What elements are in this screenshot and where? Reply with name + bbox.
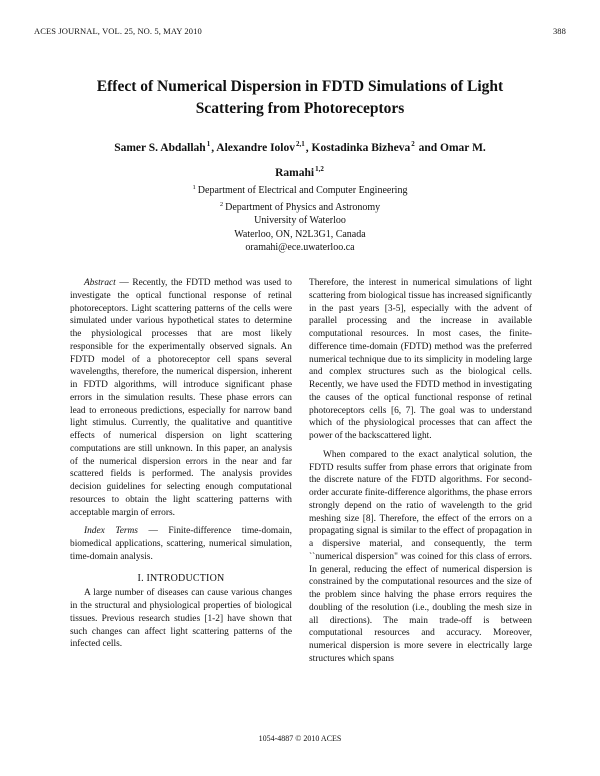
affiliation-1: [150, 181, 450, 198]
author-4-affiliation: 1,2: [315, 165, 324, 173]
author-2-affiliation: 2,1: [296, 140, 305, 148]
paper-title: [60, 76, 540, 120]
copyright-footer: 1054-4887 © 2010 ACES: [258, 734, 342, 743]
page-number: 388: [552, 26, 566, 36]
right-paragraph-2: When compared to the exact analytical solution, the FDTD results suffer from phase errors that originate from the discrete nature of the FDTD algorithms. For second-order accurate finite-difference algorithms, the phase errors strongly depend on the ratio of wavelength to the grid meshing size [8]. Therefore, the effect of the errors on a propagating signal is similar to the effect of propagation in a dispersive material, and consequently, the term ``numerical dispersion" was coined for this class of errors. In general, reducing the effect of numerical dispersion is constrained by the computational resources and the size of the problem since halving the phase errors requires the doubling of the resolution (i.e., doubling the mesh size in all directions). The main trade-off is between computational resources and accuracy. Moreover, numerical dispersion is more severe in electrically large structures which spans: [309, 449, 532, 664]
index-terms-text: — Finite-difference time-domain, biomedical applications, scattering, numerical simulation, time-domain analysis.: [70, 526, 292, 562]
journal-header: ACES JOURNAL, VOL. 25, NO. 5, MAY 2010: [34, 26, 202, 36]
left-column: [70, 277, 292, 657]
author-1-affiliation: 1: [206, 140, 211, 148]
author-list: [70, 134, 530, 184]
index-terms: [70, 525, 292, 563]
title-line-1: Effect of Numerical Dispersion in FDTD Simulations of Light: [96, 78, 504, 95]
abstract-text: — Recently, the FDTD method was used to investigate the optical functional response of retinal photoreceptors. Light scattering patterns of the cells were simulated under various hypothetical states to determine the physiological processes that are most likely responsible for the experimentally observed signals. An FDTD model of a photoreceptor cell spans several wavelengths, therefore, the numerical dispersion, inherent in FDTD algorithms, will introduce significant phase errors in the simulation results. These phase errors can lead to erroneous predictions, especially for narrow band light stimulus. Currently, the qualitative and quantitive effects of numerical dispersion on light scattering computations are still unknown. In this paper, an analysis of the numerical dispersion errors in the near and far scattered fields is performed. The analysis provides decision guidelines for selecting enough computational resources to obtain the light scattering patterns with acceptable margin of errors.: [70, 278, 292, 518]
abstract: [70, 277, 292, 519]
address: Waterloo, ON, N2L3G1, Canada: [234, 228, 366, 240]
abstract-label: Abstract: [84, 278, 116, 288]
email: oramahi@ece.uwaterloo.ca: [245, 242, 355, 253]
affiliation-2-text: Department of Physics and Astronomy: [225, 201, 381, 213]
author-1: Samer S. Abdallah: [114, 142, 206, 154]
section-heading-introduction: I. INTRODUCTION: [137, 572, 225, 584]
university: University of Waterloo: [254, 215, 346, 226]
right-paragraph-1: Therefore, the interest in numerical simulations of light scattering from biological tissue has increased significantly in the past years [3-5], especially with the advent of parallel processing and the increase in available computational resources. In most cases, the finite-difference time-domain (FDTD) method was the preferred numerical technique due to its simplicity in modeling large and complex structures such as the biological cells. Recently, we have used the FDTD method in investigating the causes of the optical functional response of retinal photoreceptors cells [6, 7]. The goal was to understand which of the physiological processes that can affect the power of the backscattered light.: [309, 278, 532, 441]
affiliations: [150, 181, 450, 255]
index-terms-label: Index Terms: [84, 526, 138, 537]
author-3-affiliation: 2: [411, 140, 415, 148]
affiliation-2: [150, 198, 450, 215]
title-line-2: Scattering from Photoreceptors: [195, 100, 405, 117]
affiliation-1-text: Department of Electrical and Computer Engineering: [197, 185, 408, 196]
author-2: , Alexandre Iolov: [211, 142, 295, 154]
affiliation-1-marker: 1: [192, 184, 196, 191]
author-4-last: Ramahi: [275, 167, 315, 179]
author-3: , Kostadinka Bizheva: [305, 142, 411, 154]
right-column: [309, 277, 532, 672]
affiliation-2-marker: 2: [219, 200, 224, 208]
author-4-first: and Omar M.: [415, 142, 486, 154]
introduction-paragraph-1: A large number of diseases can cause various changes in the structural and physiological properties of biological tissues. Previous research studies [1-2] have shown that such changes can affect light scattering patterns of the infected cells.: [70, 588, 292, 650]
